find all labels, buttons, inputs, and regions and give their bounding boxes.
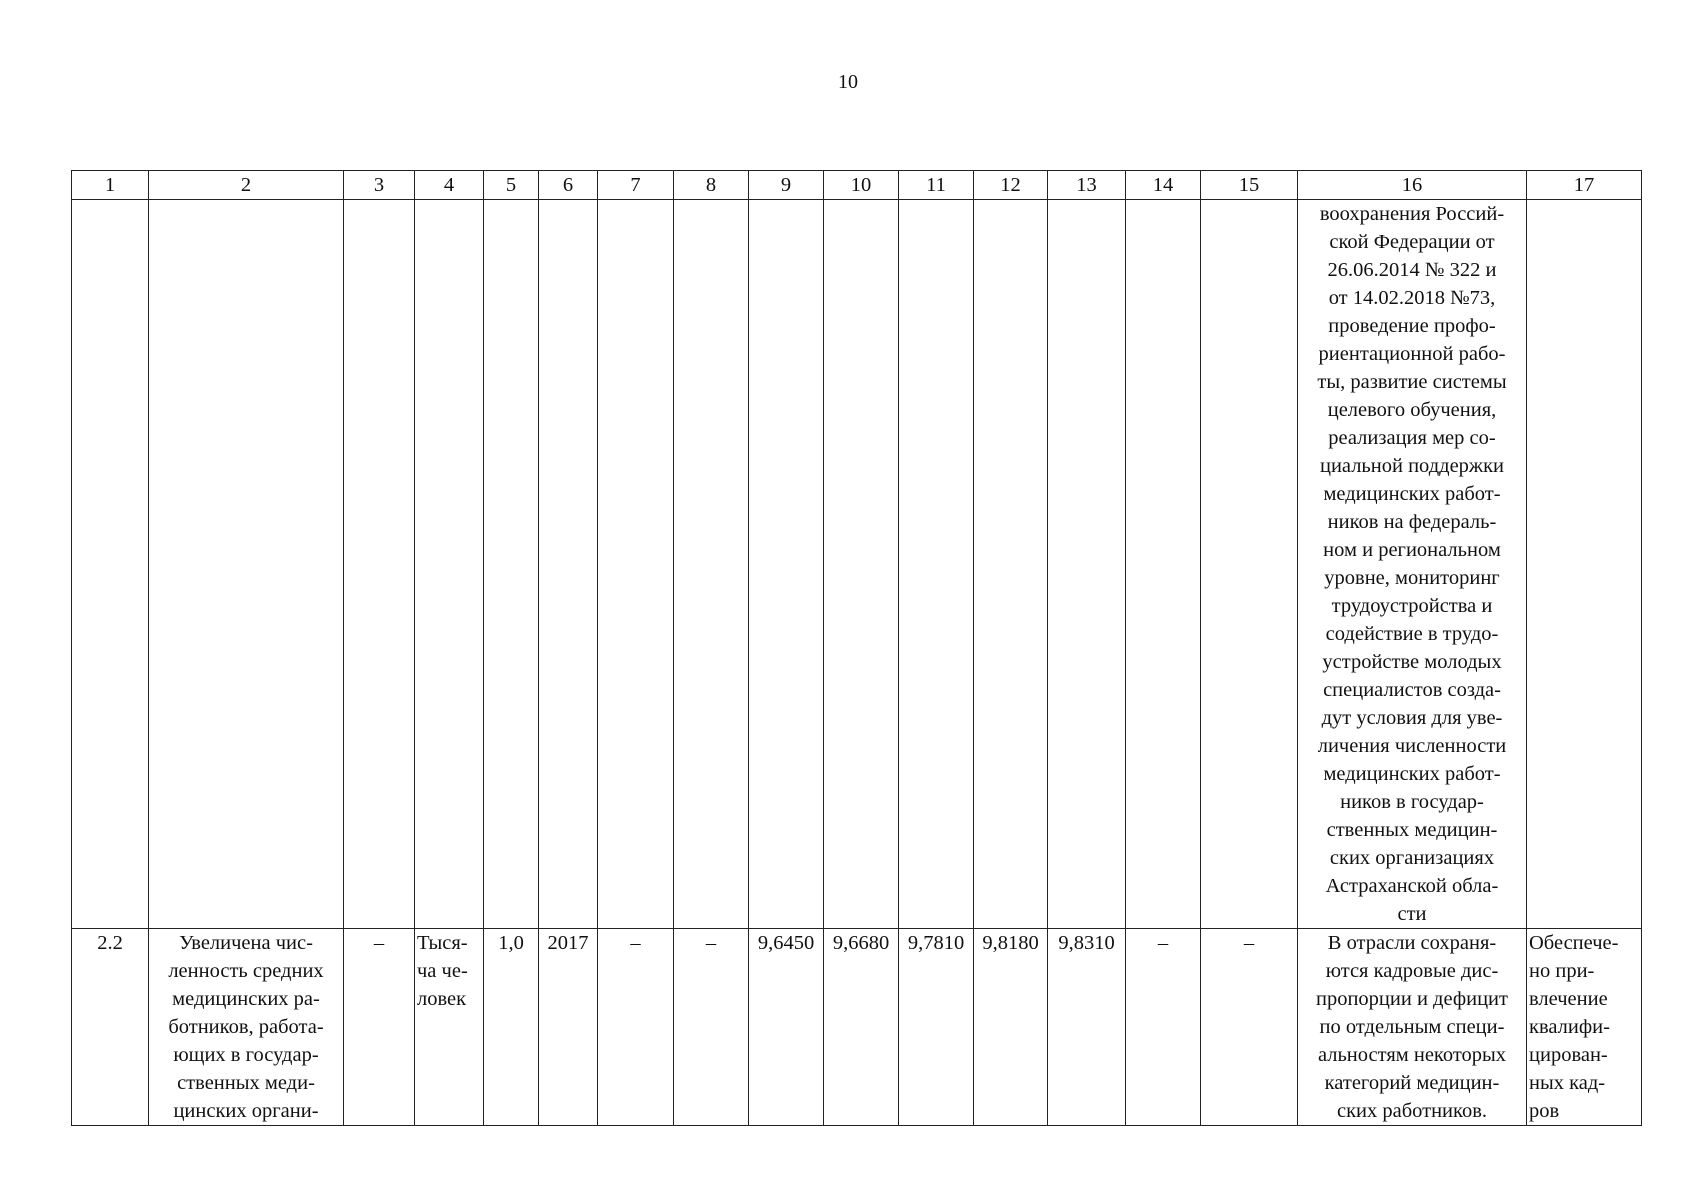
header-cell: 5 <box>484 171 539 200</box>
table-cell <box>1126 200 1201 929</box>
text-line: ников в государ- <box>1340 791 1484 813</box>
continuation-description-cell <box>1298 200 1527 929</box>
table-cell <box>1048 200 1126 929</box>
continuation-row <box>72 200 1642 929</box>
text-line: Обеспече- <box>1529 932 1619 954</box>
table-cell <box>974 200 1048 929</box>
header-cell: 13 <box>1048 171 1126 200</box>
text-line: воохранения Россий- <box>1319 203 1505 225</box>
text-line: ской Федерации от <box>1329 231 1495 253</box>
table-cell <box>1201 200 1298 929</box>
header-cell: 15 <box>1201 171 1298 200</box>
table-cell: 1,0 <box>484 929 539 1126</box>
header-cell: 10 <box>824 171 899 200</box>
text-line: ных кад- <box>1529 1072 1606 1094</box>
page-number: 10 <box>838 71 858 93</box>
header-cell: 4 <box>415 171 484 200</box>
header-cell: 16 <box>1298 171 1527 200</box>
text-line: циальной поддержки <box>1319 455 1505 477</box>
header-cell: 12 <box>974 171 1048 200</box>
text-line: ников на федераль- <box>1327 511 1497 533</box>
unit-cell <box>415 929 484 1126</box>
header-cell: 3 <box>344 171 415 200</box>
text-line: ном и региональном <box>1323 539 1501 561</box>
description-cell <box>1298 929 1527 1126</box>
text-line: цинских органи- <box>173 1100 319 1122</box>
header-cell: 9 <box>749 171 824 200</box>
indicator-name-cell <box>149 929 344 1126</box>
table-cell <box>1527 200 1642 929</box>
table-cell <box>484 200 539 929</box>
text-line: от 14.02.2018 №73, <box>1328 287 1496 309</box>
table-cell: – <box>598 929 674 1126</box>
table-cell <box>749 200 824 929</box>
text-line: реализация мер со- <box>1328 427 1496 449</box>
text-line: 26.06.2014 № 322 и <box>1327 259 1497 281</box>
header-cell: 1 <box>72 171 149 200</box>
table-cell <box>899 200 974 929</box>
text-line: ственных медицин- <box>1326 819 1498 841</box>
text-line: медицинских работ- <box>1323 483 1501 505</box>
text-line: специалистов созда- <box>1323 679 1501 701</box>
text-line: медицинских работ- <box>1323 763 1501 785</box>
text-line: ются кадровые дис- <box>1325 960 1499 982</box>
table-cell: – <box>1126 929 1201 1126</box>
text-line: содействие в трудо- <box>1325 623 1499 645</box>
table-row-2-2 <box>72 929 1642 1126</box>
table-cell: 9,8180 <box>974 929 1048 1126</box>
text-line: пропорции и дефицит <box>1315 988 1508 1010</box>
table-cell <box>72 200 149 929</box>
text-line: трудоустройства и <box>1331 595 1493 617</box>
table-cell: 9,6450 <box>749 929 824 1126</box>
text-line: влечение <box>1529 988 1608 1010</box>
header-cell: 6 <box>539 171 598 200</box>
text-line: ров <box>1529 1100 1560 1122</box>
text-line: по отдельным специ- <box>1319 1016 1505 1038</box>
table-cell <box>149 200 344 929</box>
text-line: но при- <box>1529 960 1595 982</box>
header-cell: 7 <box>598 171 674 200</box>
text-line: Увеличена чис- <box>179 932 313 954</box>
header-cell: 17 <box>1527 171 1642 200</box>
table-cell: – <box>344 929 415 1126</box>
table-cell <box>824 200 899 929</box>
table-cell <box>674 200 749 929</box>
table-cell <box>598 200 674 929</box>
text-line: ственных меди- <box>177 1072 315 1094</box>
header-cell: 8 <box>674 171 749 200</box>
table-cell <box>539 200 598 929</box>
text-line: проведение профо- <box>1328 315 1496 337</box>
header-cell: 14 <box>1126 171 1201 200</box>
table-cell <box>344 200 415 929</box>
text-line: Астраханской обла- <box>1325 875 1499 897</box>
text-line: уровне, мониторинг <box>1324 567 1500 589</box>
text-line: ских организациях <box>1329 847 1495 869</box>
text-line: В отрасли сохраня- <box>1327 932 1497 954</box>
text-line: ловек <box>417 988 467 1010</box>
text-line: ленность средних <box>168 960 324 982</box>
table-cell: – <box>1201 929 1298 1126</box>
text-line: Тыся- <box>417 932 468 954</box>
text-line: квалифи- <box>1529 1016 1610 1038</box>
text-line: цирован- <box>1529 1044 1608 1066</box>
text-line: целевого обучения, <box>1327 399 1497 421</box>
data-table <box>71 170 1642 1126</box>
text-line: ботников, работа- <box>168 1016 324 1038</box>
text-line: ты, развитие системы <box>1317 371 1507 393</box>
text-line: ских работников. <box>1336 1100 1488 1122</box>
table-cell: 9,7810 <box>899 929 974 1126</box>
table-cell <box>415 200 484 929</box>
text-line: медицинских ра- <box>172 988 320 1010</box>
header-row <box>72 171 1642 200</box>
text-line: устройстве молодых <box>1322 651 1502 673</box>
text-line: ющих в государ- <box>173 1044 319 1066</box>
header-cell: 2 <box>149 171 344 200</box>
table-cell: 2017 <box>539 929 598 1126</box>
row-number-cell: 2.2 <box>72 929 149 1126</box>
text-line: альностям некоторых <box>1317 1044 1507 1066</box>
text-line: категорий медицин- <box>1324 1072 1500 1094</box>
table-cell: 9,6680 <box>824 929 899 1126</box>
text-line: сти <box>1397 903 1427 925</box>
result-cell <box>1527 929 1642 1126</box>
table-cell: 9,8310 <box>1048 929 1126 1126</box>
header-cell: 11 <box>899 171 974 200</box>
table-cell: – <box>674 929 749 1126</box>
text-line: личения численности <box>1317 735 1507 757</box>
text-line: риентационной рабо- <box>1318 343 1506 365</box>
text-line: ча че- <box>417 960 468 982</box>
text-line: дут условия для уве- <box>1321 707 1503 729</box>
